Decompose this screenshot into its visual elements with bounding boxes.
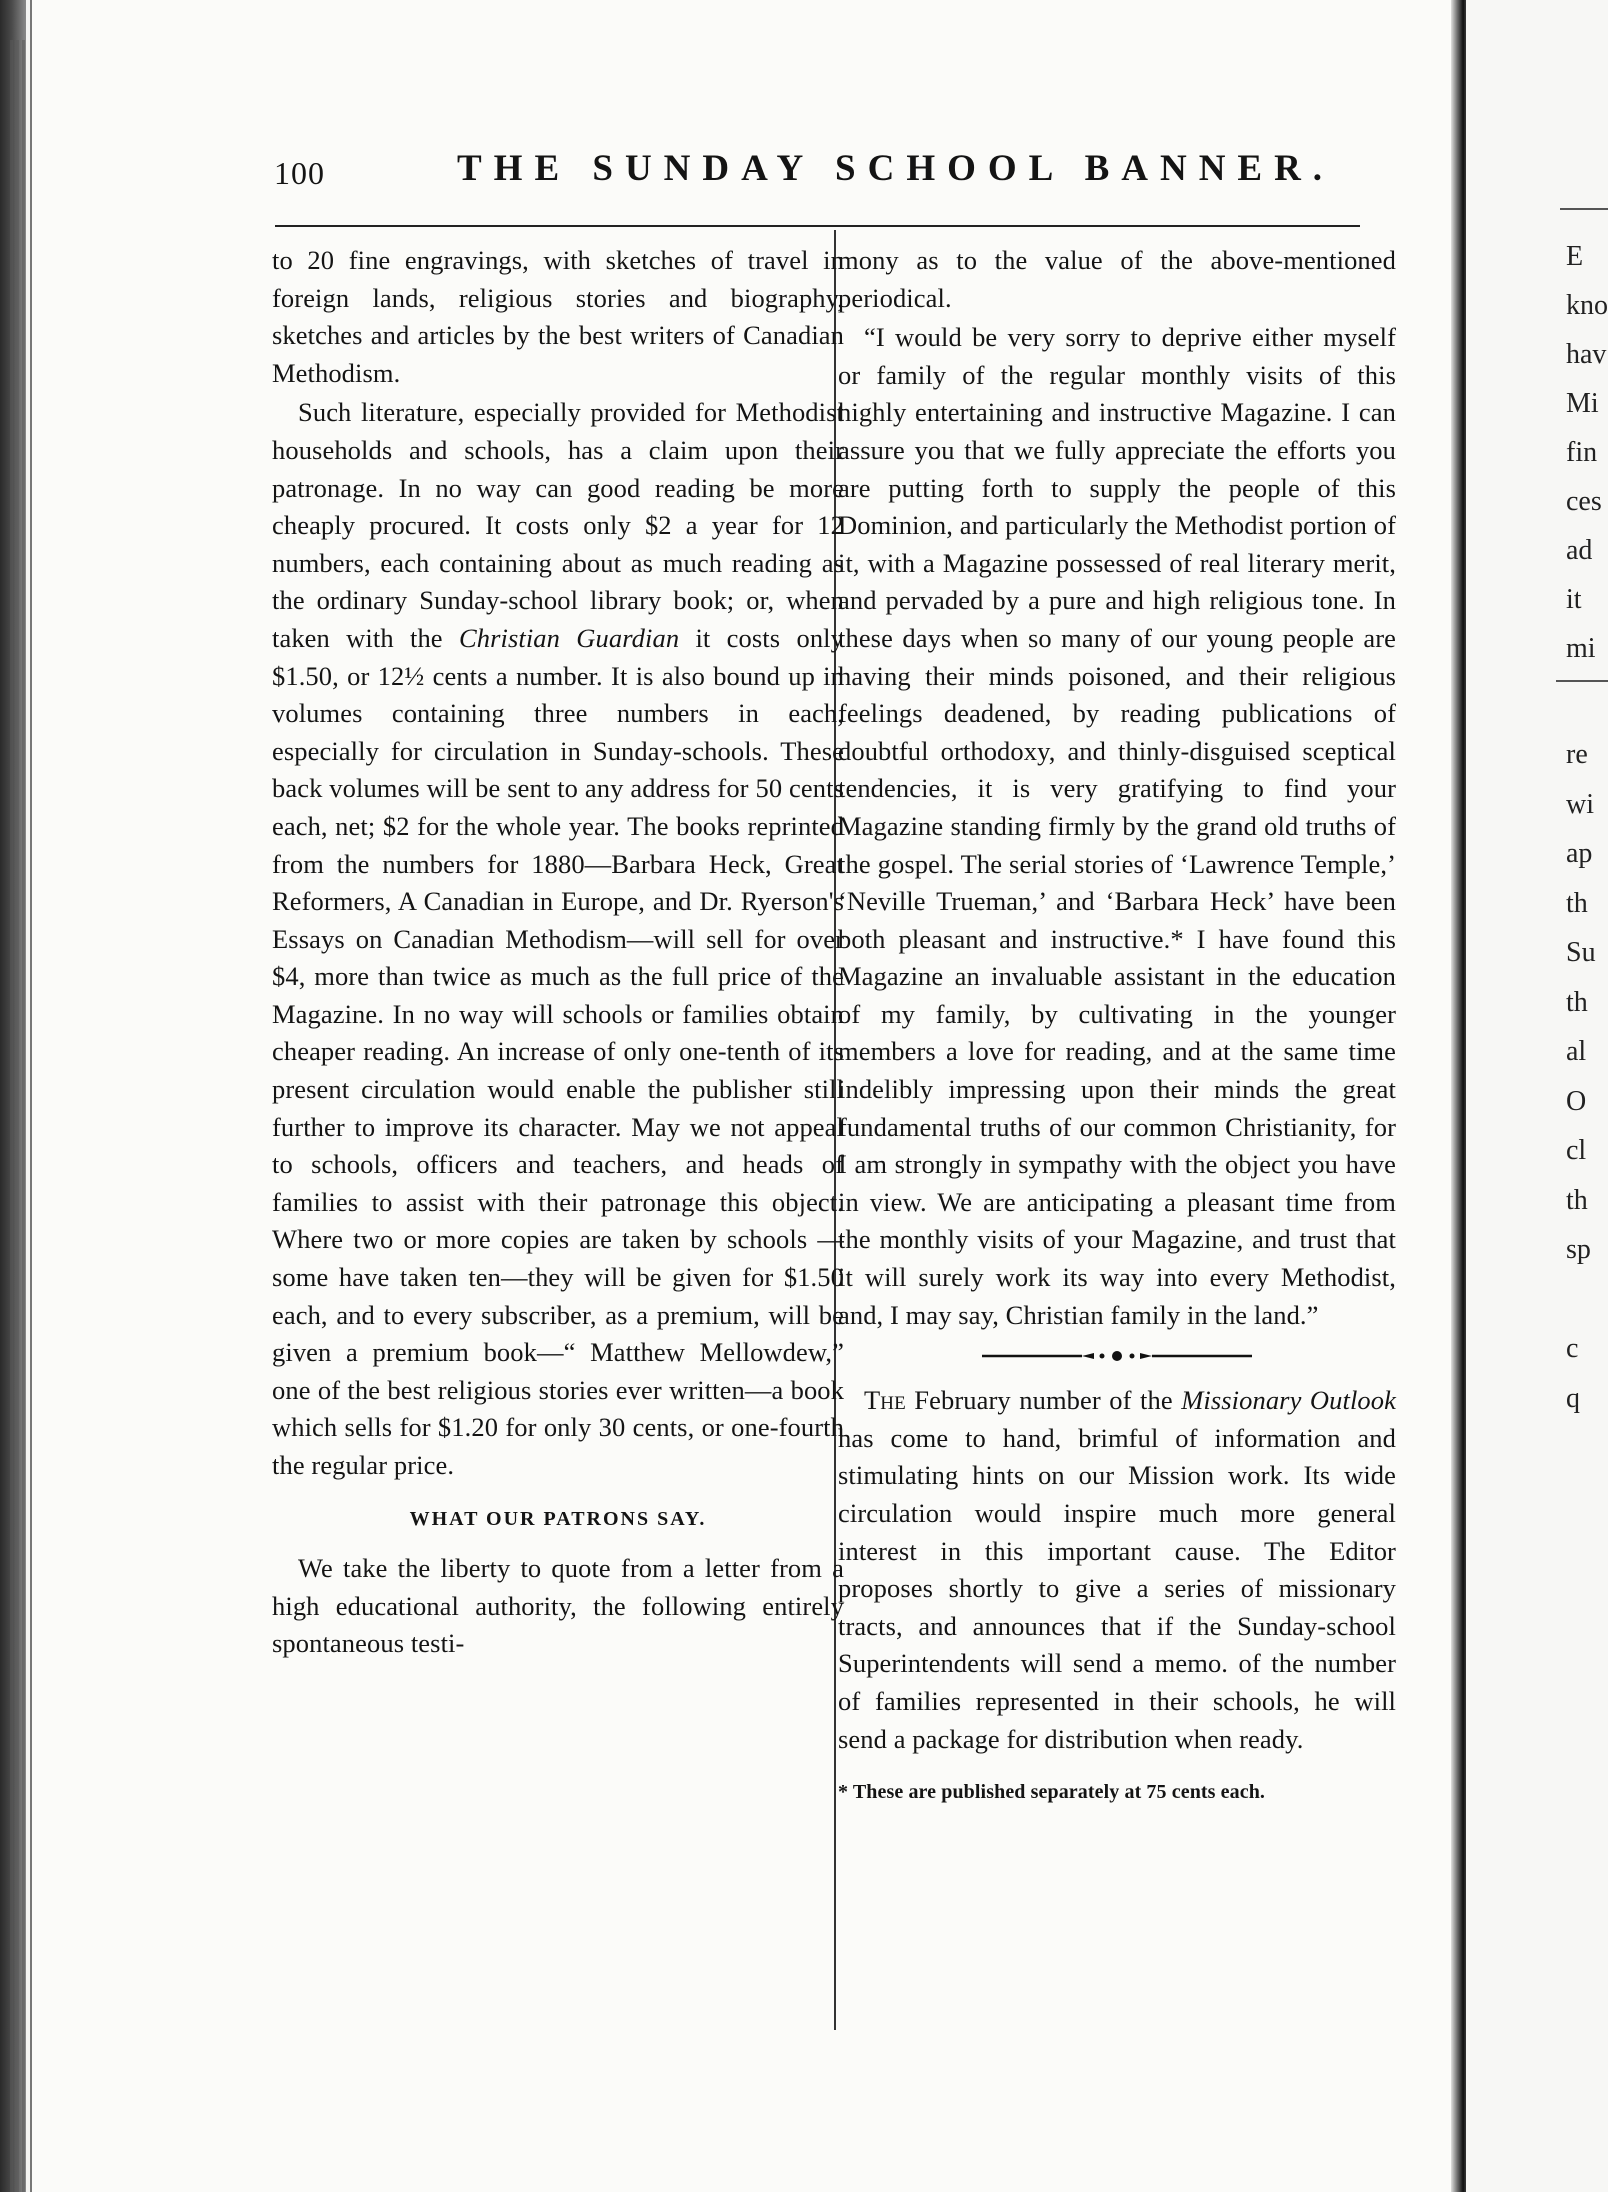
periodical-title: Missionary Outlook [1181, 1385, 1396, 1416]
page-number: 100 [274, 155, 325, 191]
lead-word: The [864, 1385, 906, 1416]
header-rule [275, 225, 1360, 227]
page-header [232, 148, 1362, 215]
text-run: has come to hand, brimful of information and stimulating hints on our Mission work. Its wide circulation would inspire much more general interest in this important cause. The Editor proposes shortly to give a series of missionary tracts, and announces that if the Sunday-school Superintendents will send a memo. of the number of families represented in their schools, he will send a package for distribution when ready. [838, 1422, 1396, 1754]
periodical-title: Christian Guardian [458, 622, 680, 653]
ornament-divider [982, 1348, 1252, 1364]
facing-page-rule [1560, 208, 1608, 210]
page-edge [22, 40, 25, 2192]
facing-page-text-top: E kno hav Mi fin ces ad it mi [1566, 241, 1608, 664]
quoted-letter: “I would be very sorry to deprive either myself or family of the regular monthly visits of this highly entertaining and instructive Magazine. I can assure you that we fully appreciate the efforts you are putting forth to supply the people of this Dominion, and particularly the Methodist portion of it, with a Magazine possessed of real literary merit, and pervaded by a pure and high religious tone. In these days when so many of our young people are having their minds poisoned, and their religious feelings deadened, by reading publications of doubtful orthodoxy, and thinly-disguised sceptical tendencies, it is very gratifying to find your Magazine standing firmly by the grand old truths of the gospel. The serial stories of ‘Lawrence Temple,’ ‘Neville Trueman,’ and ‘Barbara Heck’ have been both pleasant and instructive.* I have found this Magazine an invaluable assistant in the education of my family, by cultivating in the younger members a love for reading, and at the same time indelibly impressing upon their minds the great fundamental truths of our common Christianity, for I am strongly in sympathy with the object you have in view. We are anticipating a pleasant time from the monthly visits of your Magazine, and trust that it will surely work its way into every Methodist, and, I may say, Christian family in the land.” [838, 322, 1396, 1330]
text-run: it costs only $1.50, or 12½ cents a number. It is also bound up in volumes containing three numbers in each, especially for circulation in Sunday-schools. These back volumes will be sent to any address for 50 cents each, net; $2 for the whole year. The books reprinted from the numbers for 1880—Barbara Heck, Great Reformers, A Canadian in Europe, and Dr. Ryerson's Essays on Canadian Methodism—will sell for over $4, more than twice as much as the full price of the Magazine. In no way will schools or families obtain cheaper reading. An increase of only one-tenth of its present circulation would enable the publisher still further to improve its character. May we not appeal to schools, officers and teachers, and heads of families to assist with their patronage this object. Where two or more copies are taken by schools —some have taken ten—they will be given for $1.50 each, and to every subscriber, as a premium, will be given a premium book—“ Matthew Mellowdew,” one of the best religious stories ever written—a book which sells for $1.20 for only 30 cents, or one-fourth the regular price. [272, 622, 844, 1480]
paragraph: to 20 fine engravings, with sketches of travel in foreign lands, religious stories and biography, sketches and articles by the best writers of Canadian Methodism. [272, 245, 844, 388]
page-edge [16, 40, 19, 2192]
left-column [272, 242, 844, 1663]
right-column [838, 242, 1396, 1806]
page-edge [10, 40, 13, 2192]
facing-page-text-bottom: re wi ap th Su th al O cl th sp c q [1566, 739, 1596, 1414]
subheading: WHAT OUR PATRONS SAY. [409, 1507, 707, 1530]
text-run: Such literature, especially provided for Methodist households and schools, has a claim upon their patronage. In no way can good reading be more cheaply procured. It costs only $2 a year for 12 numbers, each containing about as much reading as the ordinary Sunday-school library book; or, when taken with the [272, 397, 844, 653]
footnote: * These are published separately at 75 cents each. [838, 1781, 1266, 1804]
text-run: February number of the [905, 1385, 1182, 1416]
facing-page-rule [1556, 680, 1608, 682]
facing-page [1466, 0, 1608, 2192]
paragraph: mony as to the value of the above-mentioned periodical. [838, 245, 1396, 313]
paragraph-patrons: We take the liberty to quote from a letter from a high educational authority, the following entirely spontaneous testi- [272, 1553, 844, 1659]
running-title: THE SUNDAY SCHOOL BANNER. [457, 148, 1335, 189]
paragraph-outlook [838, 1382, 1396, 1758]
paragraph-literature [272, 394, 844, 1484]
